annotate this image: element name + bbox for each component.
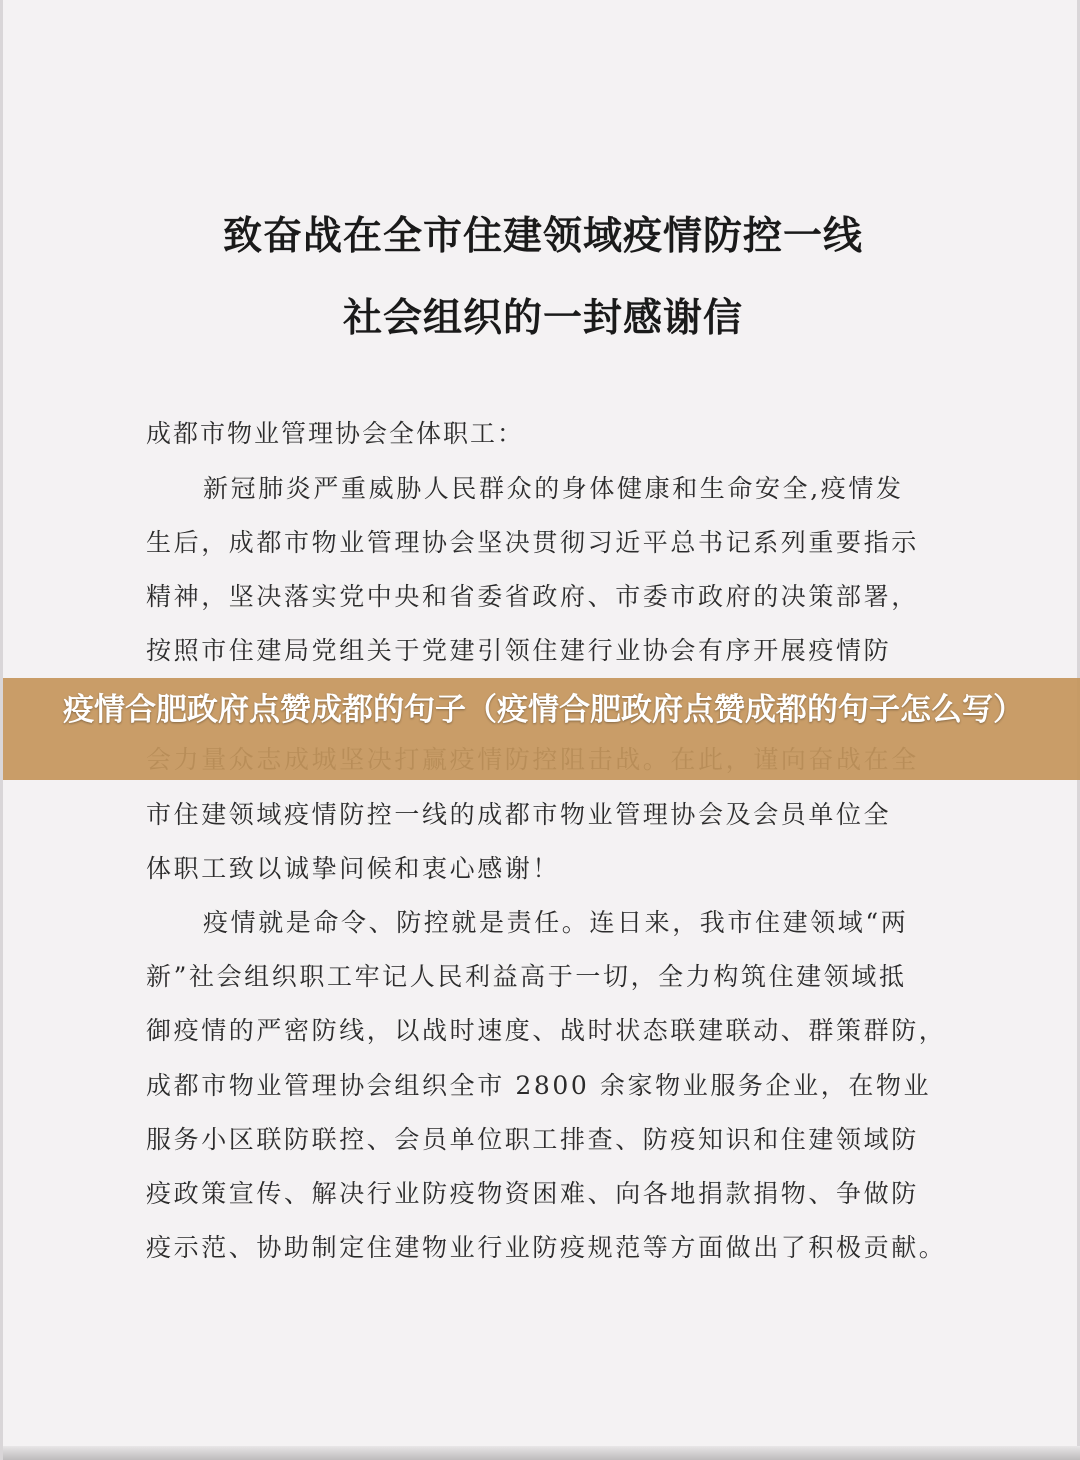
letter-title-line1: 致奋战在全市住建领域疫情防控一线 xyxy=(222,213,863,259)
body-line: 疫政策宣传、解决行业防疫物资困难、向各地捐款捐物、争做防 xyxy=(146,1179,919,1208)
body-line: 新冠肺炎严重威胁人民群众的身体健康和生命安全,疫情发 xyxy=(203,474,904,503)
body-line: 服务小区联防联控、会员单位职工排查、防疫知识和住建领域防 xyxy=(146,1125,919,1154)
letter-title-line2: 社会组织的一封感谢信 xyxy=(342,295,743,341)
body-line: 疫情就是命令、防控就是责任。连日来，我市住建领域“两 xyxy=(203,908,909,937)
body-line: 市住建领域疫情防控一线的成都市物业管理协会及会员单位全 xyxy=(146,800,892,829)
body-line: 生后，成都市物业管理协会坚决贯彻习近平总书记系列重要指示 xyxy=(146,528,919,557)
body-line: 精神，坚决落实党中央和省委省政府、市委市政府的决策部署， xyxy=(146,582,919,611)
caption-banner-text: 疫情合肥政府点赞成都的句子（疫情合肥政府点赞成都的句子怎么写） xyxy=(63,692,1024,728)
page-bottom-edge xyxy=(3,1446,1080,1460)
body-line: 疫示范、协助制定住建物业行业防疫规范等方面做出了积极贡献。 xyxy=(146,1233,947,1262)
body-line: 按照市住建局党组关于党建引领住建行业协会有序开展疫情防 xyxy=(146,636,892,665)
body-line: 御疫情的严密防线，以战时速度、战时状态联建联动、群策群防， xyxy=(146,1016,947,1045)
body-line: 体职工致以诚挚问候和衷心感谢！ xyxy=(146,854,561,883)
letter-salutation: 成都市物业管理协会全体职工： xyxy=(146,419,525,448)
body-line: 成都市物业管理协会组织全市 2800 余家物业服务企业，在物业 xyxy=(146,1071,932,1100)
body-line: 新”社会组织职工牢记人民利益高于一切，全力构筑住建领域抵 xyxy=(146,962,907,991)
